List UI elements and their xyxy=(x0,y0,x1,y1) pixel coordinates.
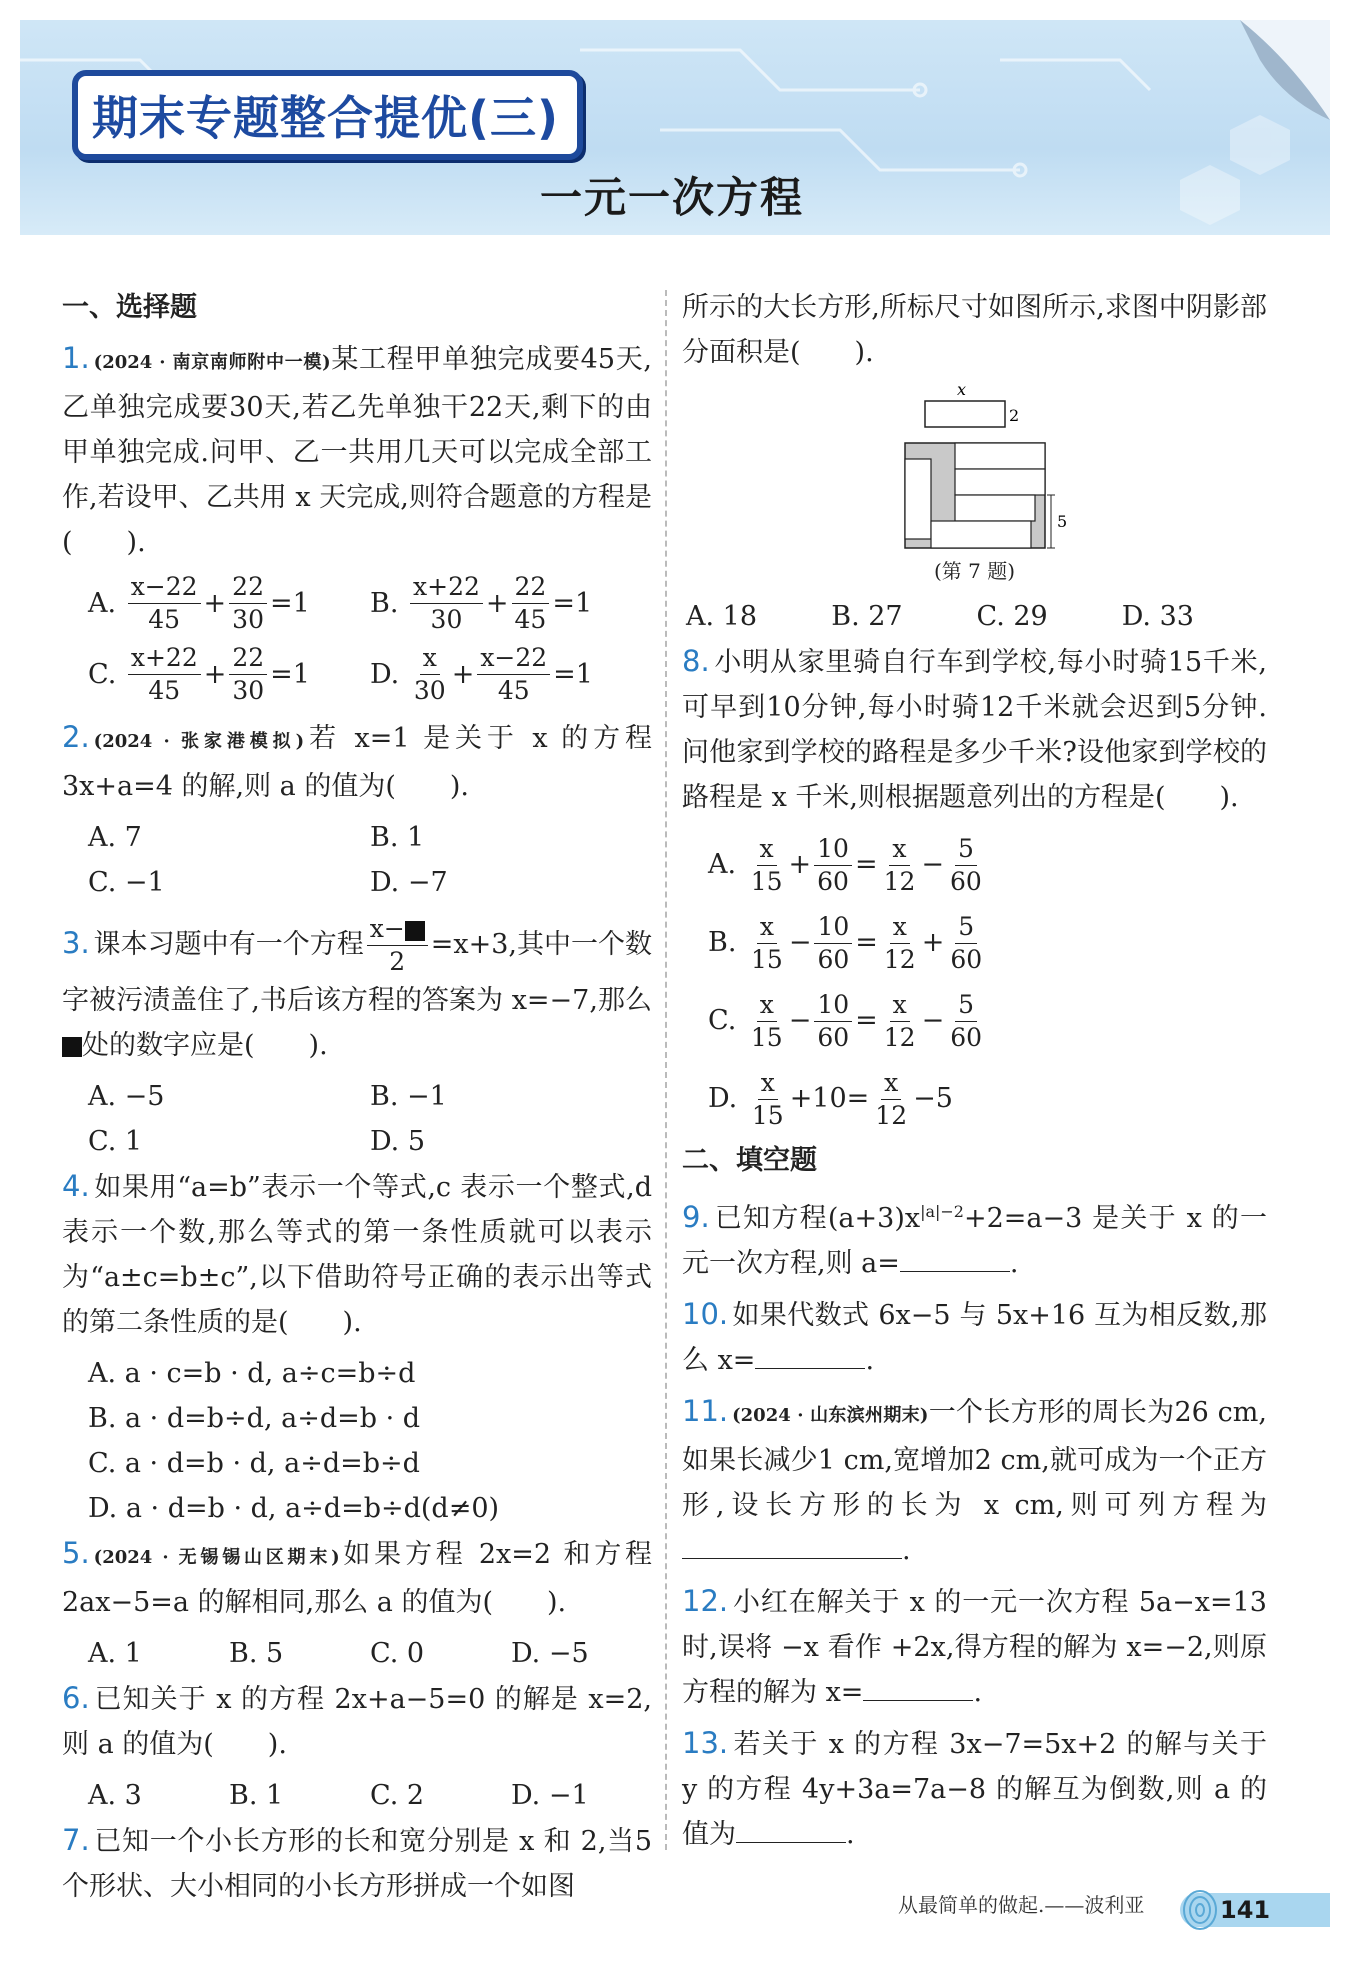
left-column xyxy=(62,285,652,1915)
options-q7 xyxy=(682,594,1267,639)
option-d[interactable]: D. 33 xyxy=(1121,601,1194,632)
option-c[interactable]: C. −1 xyxy=(88,867,165,898)
question-9: 9. 已知方程$(a+3)x^{|a|-2}+2=a-3$ 是关于 x 的一元一次方程,则 a= . xyxy=(682,1200,1267,1279)
options-q8 xyxy=(682,826,1267,1138)
option-a[interactable]: A. −5 xyxy=(88,1081,165,1112)
question-8: 8. 小明从家里骑自行车到学校,每小时骑15千米,可早到10分钟,每小时骑12千米就会迟到5分钟.问他家到学校的路程是多少千米?设他家到学校的路程是 x 千米,则根据题意列出的方程是( ). xyxy=(682,644,1267,813)
option-a[interactable]: A. 1 xyxy=(88,1638,142,1669)
option-d[interactable]: D. $\frac{x}{30}$ + $\frac{x-22}{45}$ =1 xyxy=(370,643,593,705)
option-a[interactable]: A. 18 xyxy=(686,601,758,632)
section-heading-fill: 二、填空题 xyxy=(682,1145,817,1176)
answer-blank[interactable] xyxy=(863,1674,973,1701)
option-d[interactable]: D. −1 xyxy=(511,1780,589,1811)
option-d[interactable]: D. −7 xyxy=(370,867,448,898)
option-c[interactable]: C. 0 xyxy=(370,1638,425,1669)
right-column xyxy=(682,285,1267,1863)
page-number: 141 xyxy=(1220,1896,1271,1924)
option-a[interactable]: A. 3 xyxy=(88,1780,142,1811)
answer-blank[interactable] xyxy=(682,1532,902,1559)
options-q2 xyxy=(62,815,652,905)
ink-blot-mark xyxy=(405,921,425,941)
option-b[interactable]: B. 5 xyxy=(229,1638,284,1669)
label-2: 2 xyxy=(1008,406,1019,425)
options-q1 xyxy=(62,571,652,707)
option-d[interactable]: D. $\frac{x}{15}$ +10= $\frac{x}{12}$ −5 xyxy=(708,1067,953,1130)
option-b[interactable]: B. 1 xyxy=(370,822,425,853)
section-heading-choice: 一、选择题 xyxy=(62,292,197,323)
question-12: 12. 小红在解关于 x 的一元一次方程 5a−x=13 时,误将 −x 看作 +2x,得方程的解为 x=−2,则原方程的解为 x= . xyxy=(682,1584,1267,1708)
ink-blot-mark xyxy=(62,1037,82,1057)
option-d[interactable]: D. a · d=b · d, a÷d=b÷d(d≠0) xyxy=(88,1493,500,1524)
question-5: 5. (2024 · 无锡锡山区期末)如果方程 2x=2 和方程 2ax−5=a 的解相同,那么 a 的值为( ). xyxy=(62,1536,653,1618)
option-b[interactable]: B. $\frac{x+22}{30}$ + $\frac{22}{45}$ =1 xyxy=(370,572,593,634)
question-4: 4. 如果用“a=b”表示一个等式,c 表示一个整式,d 表示一个数,那么等式的第一条性质就可以表示为“a±c=b±c”,以下借助符号正确的表示出等式的第二条性质的是( ). xyxy=(62,1169,652,1338)
header-banner xyxy=(20,20,1330,235)
option-d[interactable]: D. 5 xyxy=(370,1126,426,1157)
rectangle-diagram xyxy=(875,381,1075,551)
column-divider xyxy=(665,290,667,1850)
option-a[interactable]: A. a · c=b · d, a÷c=b÷d xyxy=(88,1358,416,1389)
chapter-subtitle: 一元一次方程 xyxy=(540,173,805,222)
option-c[interactable]: C. a · d=b · d, a÷d=b÷d xyxy=(88,1448,420,1479)
answer-blank[interactable] xyxy=(736,1816,846,1843)
chapter-title: 期末专题整合提优(三) xyxy=(92,91,560,145)
question-3: 3. 课本习题中有一个方程 $\frac{x-}{2}$ =x+3,其中一个数字被污渍盖住了,书后该方程的答案为 x=−7,那么处的数字应是( ). xyxy=(62,914,653,1061)
question-source: (2024 · 南京南师附中一模) xyxy=(93,352,331,373)
question-7-continued: 所示的大长方形,所标尺寸如图所示,求图中阴影部分面积是( ). xyxy=(682,292,1267,368)
option-c[interactable]: C. $\frac{x}{15}$ − $\frac{10}{60}$ = $\frac{x}{12}$ − $\frac{5}{60}$ xyxy=(708,989,982,1052)
question-7: 7. 已知一个小长方形的长和宽分别是 x 和 2,当5个形状、大小相同的小长方形拼成一个如图 xyxy=(62,1823,652,1902)
option-d[interactable]: D. −5 xyxy=(511,1638,589,1669)
page-curl-icon xyxy=(1200,20,1330,140)
page-footer xyxy=(0,1875,1350,1935)
option-b[interactable]: B. −1 xyxy=(370,1081,447,1112)
option-c[interactable]: C. 2 xyxy=(370,1780,425,1811)
option-b[interactable]: B. 1 xyxy=(229,1780,284,1811)
options-q3 xyxy=(62,1074,652,1164)
option-a[interactable]: A. $\frac{x}{15}$ + $\frac{10}{60}$ = $\frac{x}{12}$ − $\frac{5}{60}$ xyxy=(708,833,982,896)
question-text: 某工程甲单独完成要45天,乙单独完成要30天,若乙先单独干22天,剩下的由甲单独完成.问甲、乙一共用几天可以完成全部工作,若设甲、乙共用 x 天完成,则符合题意的方程是( ). xyxy=(62,344,652,558)
option-a[interactable]: A. 7 xyxy=(88,822,142,853)
label-x: x xyxy=(956,381,966,399)
option-c[interactable]: C. 29 xyxy=(976,601,1048,632)
equation-fraction: $\frac{x-}{2}$ xyxy=(367,913,428,978)
question-2: 2. (2024 · 张家港模拟)若 x=1 是关于 x 的方程 3x+a=4 的解,则 a 的值为( ). xyxy=(62,720,652,802)
option-b[interactable]: B. a · d=b÷d, a÷d=b · d xyxy=(88,1403,421,1434)
label-5: 5 xyxy=(1056,512,1067,531)
option-b[interactable]: B. 27 xyxy=(831,601,903,632)
question-11: 11. (2024 · 山东滨州期末)一个长方形的周长为26 cm,如果长减少1 cm,宽增加2 cm,就可成为一个正方形,设长方形的长为 x cm,则可列方程为. xyxy=(682,1394,1267,1566)
question-10: 10. 如果代数式 6x−5 与 5x+16 互为相反数,那么 x= . xyxy=(682,1297,1267,1376)
question-6: 6. 已知关于 x 的方程 2x+a−5=0 的解是 x=2,则 a 的值为( ). xyxy=(62,1681,652,1760)
figure-q7 xyxy=(682,381,1267,551)
options-q6 xyxy=(62,1773,652,1818)
question-1 xyxy=(62,336,652,565)
answer-blank[interactable] xyxy=(900,1245,1010,1272)
figure-caption: (第 7 题) xyxy=(933,559,1016,583)
swirl-icon xyxy=(1180,1887,1220,1933)
chapter-title-box xyxy=(72,70,583,160)
option-a[interactable]: A. $\frac{x-22}{45}$ + $\frac{22}{30}$ =1 xyxy=(88,572,310,634)
question-13: 13. 若关于 x 的方程 3x−7=5x+2 的解与关于 y 的方程 4y+3a=7a−8 的解互为倒数,则 a 的值为 . xyxy=(682,1726,1267,1850)
options-q4 xyxy=(62,1351,652,1531)
option-c[interactable]: C. 1 xyxy=(88,1126,143,1157)
question-number: 1. xyxy=(62,341,90,375)
answer-blank[interactable] xyxy=(755,1342,865,1369)
option-c[interactable]: C. $\frac{x+22}{45}$ + $\frac{22}{30}$ =1 xyxy=(88,643,310,705)
option-b[interactable]: B. $\frac{x}{15}$ − $\frac{10}{60}$ = $\frac{x}{12}$ + $\frac{5}{60}$ xyxy=(708,911,983,974)
footer-quote: 从最简单的做起.——波利亚 xyxy=(898,1893,1145,1917)
options-q5 xyxy=(62,1631,652,1676)
